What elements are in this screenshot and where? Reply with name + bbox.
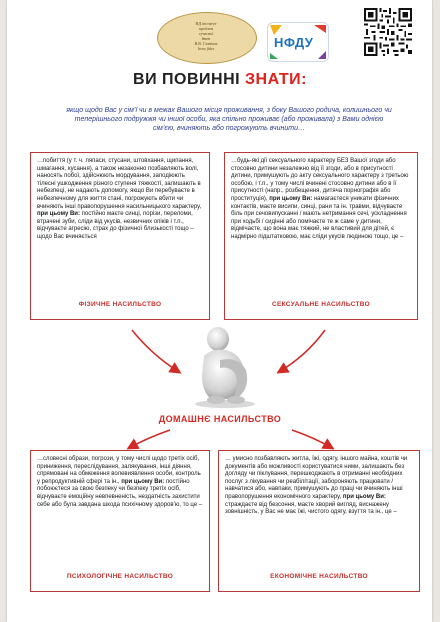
psychological-violence-signs: постійно побоюєтеся за свою безпеку чи безпеку третіх осіб, відчуваєте емоційну невпевненість, нездатність захистити себе або була завдана шкода психічному здоров’ю, то це – bbox=[37, 478, 203, 508]
document-sheet bbox=[7, 0, 432, 622]
psychological-violence-box bbox=[30, 450, 210, 592]
arrow-to-sexual bbox=[279, 330, 325, 372]
logo-line: В.В. Станішк bbox=[194, 41, 218, 46]
psychological-violence-title: ПСИХОЛОГІЧНЕ НАСИЛЬСТВО bbox=[66, 573, 174, 580]
logo-line: bono fides bbox=[197, 46, 215, 51]
headline-part2: ЗНАТИ: bbox=[245, 71, 307, 88]
logo-line: НД інститут bbox=[195, 21, 217, 26]
nfdu-logo-text: НФДУ bbox=[274, 35, 314, 50]
economic-violence-box bbox=[218, 450, 420, 592]
psychological-violence-signs-label: при цьому Ви: bbox=[121, 478, 165, 485]
psychological-violence-description: …словесні образи, погрози, у тому числі щодо третіх осіб, приниження, переслідування, залякування, інші діяння, спрямовані на обмеження волевиявлення особи, контроль у репродуктивній сфері та ін., bbox=[37, 456, 201, 485]
physical-violence-description: …побиття (у т. ч. ляпаси, стусани, штовхання, щипання, шмагання, кусання), а також незаконно позбавляють волі, наносять побої, здійснюють мордування, заподіюють тілесні ушкодження різного ступеня тяжкості, залишають в небезпеці, не надають допомогу, якщо Ви перебуваєте в небезпечному для життя стані, погрожують вбити чи вчиняють інші правопорушення насильницького характеру, bbox=[37, 158, 202, 210]
physical-violence-title: ФІЗИЧНЕ НАСИЛЬСТВО bbox=[78, 301, 162, 308]
arrow-to-psychological bbox=[129, 430, 170, 448]
sexual-violence-description: …будь-які дії сексуального характеру БЕЗ Вашої згоди або стосовно дитини незалежно від її згоди, або в присутності дитини, примушують до акту сексуального характеру з третьою особою, і т.п., у тому числі вчинені стосовно дитини або в її присутності (напр., розбещення, дитяча порнографія або проституція), bbox=[231, 158, 409, 202]
sexual-violence-title: СЕКСУАЛЬНЕ НАСИЛЬСТВО bbox=[272, 301, 370, 308]
sexual-violence-signs-label: при цьому Ви: bbox=[269, 195, 313, 202]
logo-line: сучасної bbox=[198, 31, 214, 36]
logo-line: проблем bbox=[198, 26, 214, 31]
physical-violence-signs: постійно маєте синці, порізи, переломи, втрачені зуби, сліди від укусів, незвичних опіків і т.п., відчуваєте агресію, страх до фізичної близькості тощо – щодо Вас вчиняється bbox=[37, 211, 194, 240]
arrow-to-physical bbox=[132, 330, 179, 372]
sitting-person-figure bbox=[190, 326, 260, 408]
economic-violence-signs: страждаєте від безсоння, маєте хворий вигляд, виснажену зовнішність, у Вас не має їжі, чистого одягу, взуття та ін., це – bbox=[225, 501, 397, 516]
intro-paragraph: якщо щодо Вас у сім’ї чи в межах Вашого місця проживання, з боку Вашого родича, колишнього чи теперішнього подружжя чи іншої особи, яка спільно проживає (або проживала) з Вами однією сім’єю, вчиняють або погрожують вчинити… bbox=[66, 107, 392, 132]
headline-part1: ВИ ПОВИННІ bbox=[133, 71, 246, 88]
arrow-to-economic bbox=[292, 430, 332, 448]
economic-violence-text bbox=[225, 456, 413, 517]
physical-violence-signs-label: при цьому Ви: bbox=[37, 211, 80, 218]
economic-violence-description: … умисно позбавляють житла, їжі, одягу, іншого майна, коштів чи документів або можливості користуватися ними, залишають без догляду чи піклування, перешкоджають в отриманні необхідних послуг з лікування чи реабілітації, забороняють працювати / навчатися або, навпаки, примушують до праці чи вчиняють інші правопорушення економічного характеру, bbox=[225, 456, 408, 500]
psychological-violence-text bbox=[37, 456, 203, 509]
logo-line: ймен bbox=[201, 36, 211, 41]
domestic-violence-title: ДОМАШНЄ НАСИЛЬСТВО bbox=[158, 414, 282, 424]
economic-violence-signs-label: при цьому Ви: bbox=[342, 493, 386, 500]
economic-violence-title: ЕКОНОМІЧНЕ НАСИЛЬСТВО bbox=[270, 573, 368, 580]
sexual-violence-signs: намагаєтеся уникати фізичних контактів, маєте висипи, синці, рани та ін. травми, відчуваєте біль при сечовипусканні / мають нетримання сечі, ускладнення при ходьбі / сидінні або помічаєте те ж саме у дитини, відмічаєте, що вона має тяжкий, не властивий для дітей, є надмірно підштатковою, має сліди укусів людиною тощо, це – bbox=[231, 195, 407, 240]
